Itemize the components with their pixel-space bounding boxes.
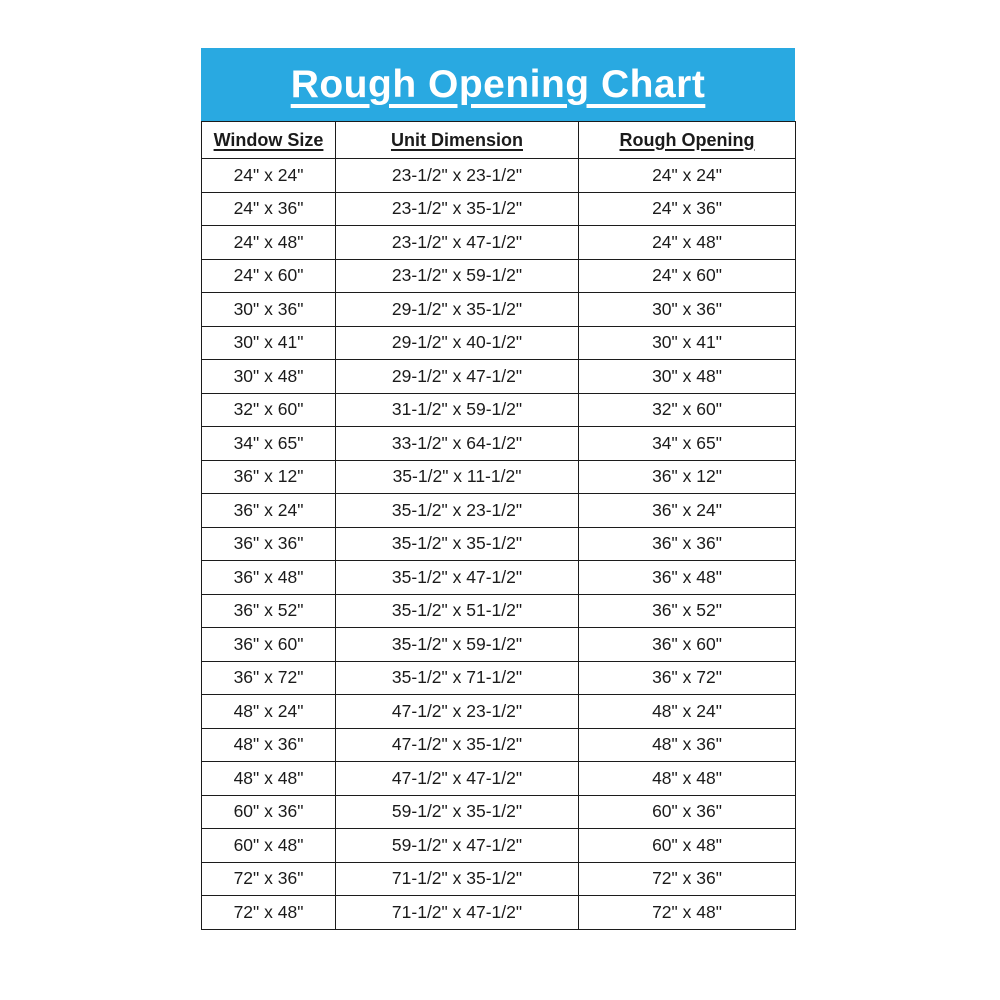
table-cell-unit-dimension: 29-1/2" x 40-1/2" [336, 326, 579, 360]
table-row [202, 829, 796, 863]
table-row [202, 427, 796, 461]
table-cell-unit-dimension: 35-1/2" x 71-1/2" [336, 661, 579, 695]
table-cell-window-size: 48" x 36" [202, 728, 336, 762]
table-row [202, 293, 796, 327]
table-cell-window-size: 36" x 72" [202, 661, 336, 695]
table-row [202, 594, 796, 628]
table-header [202, 122, 796, 159]
table-header-row [202, 122, 796, 159]
table-cell-rough-opening: 72" x 48" [579, 896, 796, 930]
table-cell-unit-dimension: 47-1/2" x 47-1/2" [336, 762, 579, 796]
column-header-unit-dimension: Unit Dimension [336, 122, 579, 159]
table-cell-window-size: 34" x 65" [202, 427, 336, 461]
table-row [202, 896, 796, 930]
table-cell-window-size: 60" x 48" [202, 829, 336, 863]
table-cell-unit-dimension: 35-1/2" x 51-1/2" [336, 594, 579, 628]
table-cell-unit-dimension: 59-1/2" x 47-1/2" [336, 829, 579, 863]
table-row [202, 226, 796, 260]
table-row [202, 862, 796, 896]
table-row [202, 259, 796, 293]
table-body [202, 159, 796, 930]
chart-title-banner [201, 48, 795, 121]
table-cell-rough-opening: 24" x 36" [579, 192, 796, 226]
table-row [202, 795, 796, 829]
table-cell-rough-opening: 36" x 36" [579, 527, 796, 561]
table-cell-window-size: 72" x 36" [202, 862, 336, 896]
table-cell-rough-opening: 60" x 36" [579, 795, 796, 829]
chart-title: Rough Opening Chart [290, 62, 706, 106]
table-cell-rough-opening: 30" x 36" [579, 293, 796, 327]
table-row [202, 360, 796, 394]
table-cell-window-size: 48" x 48" [202, 762, 336, 796]
table-cell-window-size: 32" x 60" [202, 393, 336, 427]
table-row [202, 695, 796, 729]
table-cell-unit-dimension: 23-1/2" x 47-1/2" [336, 226, 579, 260]
table-cell-unit-dimension: 31-1/2" x 59-1/2" [336, 393, 579, 427]
table-cell-window-size: 36" x 36" [202, 527, 336, 561]
table-row [202, 728, 796, 762]
table-cell-window-size: 30" x 48" [202, 360, 336, 394]
table-row [202, 527, 796, 561]
table-row [202, 393, 796, 427]
table-cell-unit-dimension: 35-1/2" x 59-1/2" [336, 628, 579, 662]
table-cell-window-size: 60" x 36" [202, 795, 336, 829]
table-cell-unit-dimension: 23-1/2" x 35-1/2" [336, 192, 579, 226]
table-cell-window-size: 24" x 36" [202, 192, 336, 226]
table-cell-rough-opening: 48" x 24" [579, 695, 796, 729]
table-cell-rough-opening: 24" x 48" [579, 226, 796, 260]
table-row [202, 561, 796, 595]
table-cell-rough-opening: 32" x 60" [579, 393, 796, 427]
table-cell-window-size: 36" x 48" [202, 561, 336, 595]
table-row [202, 326, 796, 360]
column-header-window-size: Window Size [202, 122, 336, 159]
table-cell-window-size: 24" x 60" [202, 259, 336, 293]
table-cell-rough-opening: 72" x 36" [579, 862, 796, 896]
table-cell-unit-dimension: 35-1/2" x 23-1/2" [336, 494, 579, 528]
table-cell-window-size: 36" x 24" [202, 494, 336, 528]
table-row [202, 460, 796, 494]
table-cell-unit-dimension: 71-1/2" x 35-1/2" [336, 862, 579, 896]
table-cell-window-size: 30" x 36" [202, 293, 336, 327]
table-cell-window-size: 36" x 60" [202, 628, 336, 662]
table-cell-unit-dimension: 35-1/2" x 35-1/2" [336, 527, 579, 561]
rough-opening-table [201, 121, 796, 930]
column-header-rough-opening: Rough Opening [579, 122, 796, 159]
table-row [202, 494, 796, 528]
table-cell-window-size: 30" x 41" [202, 326, 336, 360]
table-cell-rough-opening: 36" x 24" [579, 494, 796, 528]
table-cell-unit-dimension: 23-1/2" x 23-1/2" [336, 159, 579, 193]
table-cell-unit-dimension: 47-1/2" x 23-1/2" [336, 695, 579, 729]
table-cell-rough-opening: 36" x 52" [579, 594, 796, 628]
table-cell-unit-dimension: 29-1/2" x 35-1/2" [336, 293, 579, 327]
table-cell-rough-opening: 48" x 36" [579, 728, 796, 762]
table-cell-rough-opening: 36" x 48" [579, 561, 796, 595]
table-cell-rough-opening: 36" x 60" [579, 628, 796, 662]
table-cell-window-size: 24" x 48" [202, 226, 336, 260]
table-row [202, 628, 796, 662]
table-cell-rough-opening: 30" x 41" [579, 326, 796, 360]
table-cell-rough-opening: 60" x 48" [579, 829, 796, 863]
table-cell-unit-dimension: 29-1/2" x 47-1/2" [336, 360, 579, 394]
table-row [202, 192, 796, 226]
table-cell-window-size: 36" x 12" [202, 460, 336, 494]
table-cell-unit-dimension: 35-1/2" x 47-1/2" [336, 561, 579, 595]
table-cell-window-size: 24" x 24" [202, 159, 336, 193]
table-cell-rough-opening: 34" x 65" [579, 427, 796, 461]
table-cell-rough-opening: 48" x 48" [579, 762, 796, 796]
table-cell-rough-opening: 30" x 48" [579, 360, 796, 394]
table-cell-rough-opening: 36" x 12" [579, 460, 796, 494]
table-cell-rough-opening: 24" x 24" [579, 159, 796, 193]
table-cell-unit-dimension: 35-1/2" x 11-1/2" [336, 460, 579, 494]
table-cell-window-size: 36" x 52" [202, 594, 336, 628]
table-row [202, 762, 796, 796]
table-cell-rough-opening: 36" x 72" [579, 661, 796, 695]
table-row [202, 661, 796, 695]
table-cell-rough-opening: 24" x 60" [579, 259, 796, 293]
table-cell-window-size: 48" x 24" [202, 695, 336, 729]
table-cell-unit-dimension: 23-1/2" x 59-1/2" [336, 259, 579, 293]
table-cell-window-size: 72" x 48" [202, 896, 336, 930]
table-cell-unit-dimension: 71-1/2" x 47-1/2" [336, 896, 579, 930]
table-cell-unit-dimension: 33-1/2" x 64-1/2" [336, 427, 579, 461]
table-cell-unit-dimension: 47-1/2" x 35-1/2" [336, 728, 579, 762]
table-cell-unit-dimension: 59-1/2" x 35-1/2" [336, 795, 579, 829]
table-row [202, 159, 796, 193]
